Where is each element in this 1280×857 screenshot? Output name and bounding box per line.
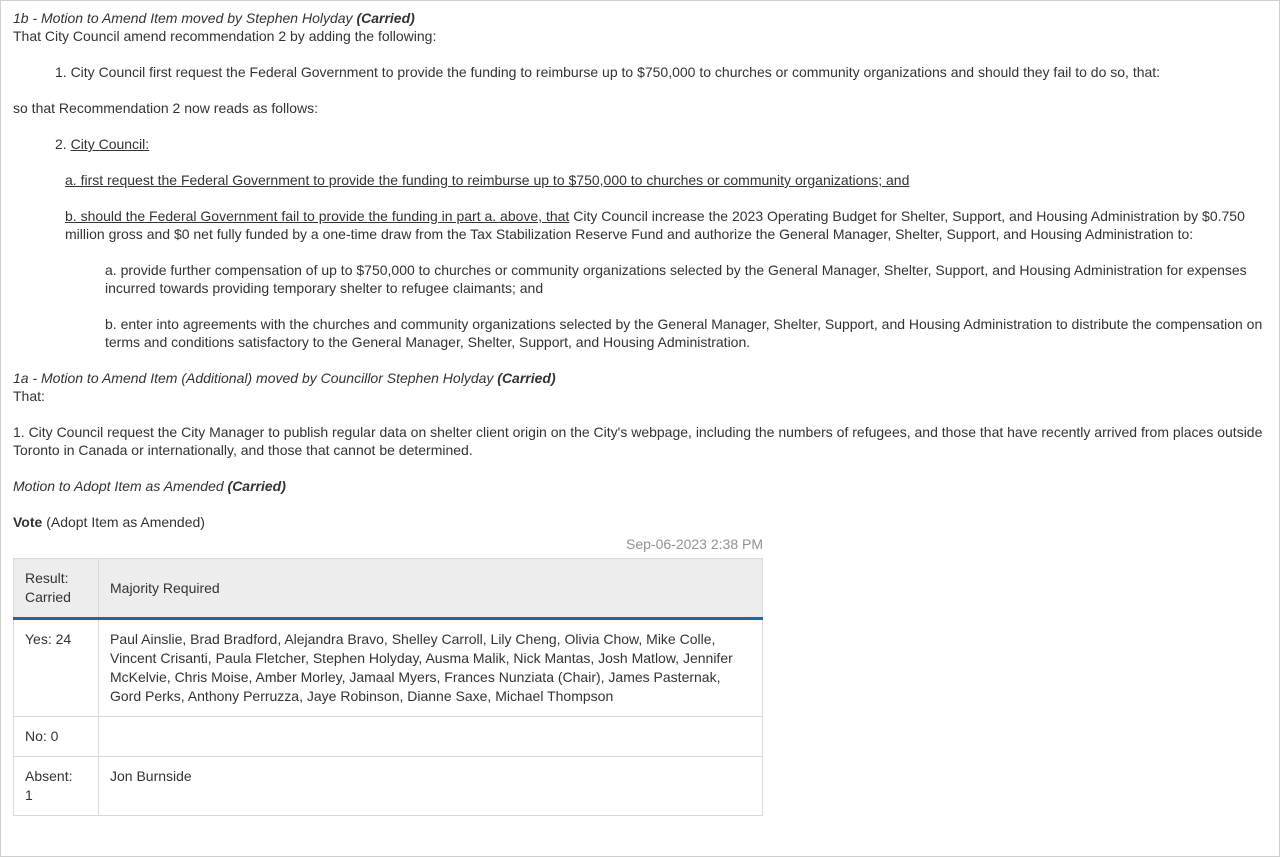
vote-result-header-cell: Result: Carried [14,559,99,619]
motion-1b-sub-b-rest: City Council increase the 2023 Operating Budget for Shelter, Support, and Housing Administration by $0.750 million gross and $0 net fully funded by a one-time draw from the Tax Stabilization Reserve Fund and authorize the General Manager, Shelter, Support, and Housing Administration to: [65,208,1245,242]
vote-members-cell: Paul Ainslie, Brad Bradford, Alejandra Bravo, Shelley Carroll, Lily Cheng, Olivia Chow, Mike Colle, Vincent Crisanti, Paula Fletcher, Stephen Holyday, Ausma Malik, Nick Mantas, Josh Matlow, Jennifer McKelvie, Chris Moise, Amber Morley, Jamaal Myers, Frances Nunziata (Chair), James Pasternak, Gord Perks, Anthony Perruzza, Jaye Robinson, Dianne Saxe, Michael Thompson [99,619,763,717]
motion-1a-intro: That: [13,388,45,404]
motion-1b-intro: That City Council amend recommendation 2 by adding the following: [13,28,437,44]
motion-1b-sub-a [65,171,1267,189]
vote-subject: (Adopt Item as Amended) [46,514,205,530]
motion-1b-result: (Carried) [356,10,415,26]
vote-count-cell: Absent: 1 [14,757,99,816]
motion-1b-sub-b-underlined: b. should the Federal Government fail to provide the funding in part a. above, that [65,208,570,224]
vote-line [13,513,1267,531]
vote-label: Vote [13,514,43,530]
table-row-no [14,717,763,757]
motion-1b-item-2-number: 2. [55,136,67,152]
vote-timestamp: Sep-06-2023 2:38 PM [626,536,763,552]
vote-block [13,535,763,816]
motion-adopt-result: (Carried) [227,478,286,494]
vote-members-cell [99,717,763,757]
motion-1b-sub-b-item-b: b. enter into agreements with the churches and community organizations selected by the General Manager, Shelter, Support, and Housing Administration to distribute the compensation on terms and conditions satisfactory to the General Manager, Shelter, Support, and Housing Administration. [105,316,1263,350]
table-row-absent [14,757,763,816]
table-row-yes [14,619,763,717]
motion-adopt-block [13,477,1267,495]
motion-1a-item-1: 1. City Council request the City Manager to publish regular data on shelter client origin on the City's webpage, including the numbers of refugees, and those that have recently arrived from places outside Toronto in Canada or internationally, and those that cannot be determined. [13,424,1263,458]
motion-1a-block [13,369,1267,405]
vote-table-header-row [14,559,763,619]
motion-1a-heading: 1a - Motion to Amend Item (Additional) moved by Councillor Stephen Holyday [13,370,494,386]
motion-1a-result: (Carried) [497,370,556,386]
vote-count-cell: Yes: 24 [14,619,99,717]
motion-1b-item-2 [55,135,1267,153]
vote-majority-header-cell: Majority Required [99,559,763,619]
motion-1b-so-that: so that Recommendation 2 now reads as follows: [13,100,319,116]
motion-1b-item-1: 1. City Council first request the Federal Government to provide the funding to reimburse up to $750,000 to churches or community organizations and should they fail to do so, that: [55,64,1161,80]
vote-count-cell: No: 0 [14,717,99,757]
vote-table [13,558,763,816]
motion-adopt-heading: Motion to Adopt Item as Amended [13,478,224,494]
motion-1b-item-2-text: City Council: [70,136,150,152]
vote-members-cell: Jon Burnside [99,757,763,816]
motion-1b-sub-a-text: a. first request the Federal Government to provide the funding to reimburse up to $750,000 to churches or community organizations; and [65,172,910,188]
motion-1b-sub-b [65,207,1267,243]
motion-1b-block [13,9,1267,45]
motion-1b-heading: 1b - Motion to Amend Item moved by Stephen Holyday [13,10,353,26]
motion-1b-sub-b-item-a: a. provide further compensation of up to $750,000 to churches or community organizations selected by the General Manager, Shelter, Support, and Housing Administration for expenses incurred towards providing temporary shelter to refugee claimants; and [105,262,1247,296]
